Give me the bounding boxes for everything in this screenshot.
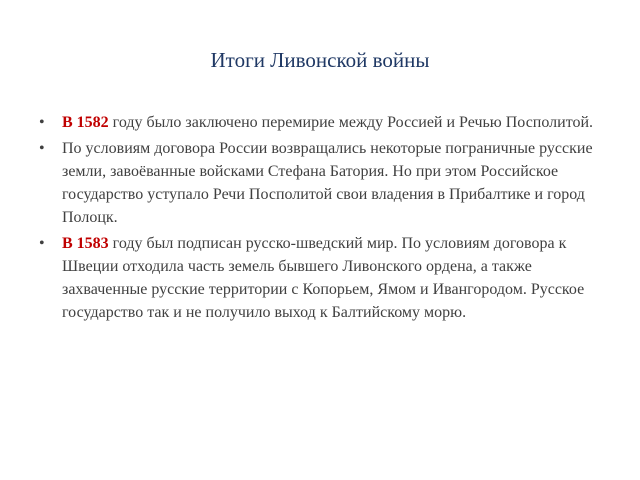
list-item: [38, 137, 600, 229]
list-item: [38, 111, 600, 134]
bullet-icon: •: [39, 140, 45, 157]
slide-title: Итоги Ливонской войны: [210, 48, 430, 72]
bullet-text: По условиям договора России возвращались некоторые пограничные русские земли, завоёванные войсками Стефана Батория. Но при этом Российское государство уступало Речи Посполитой свои владения в Прибалтике и город Полоцк.: [62, 140, 593, 226]
year-highlight: В 1583: [62, 235, 109, 252]
bullet-icon: •: [39, 235, 45, 252]
bullet-icon: •: [39, 114, 45, 131]
year-highlight: В 1582: [62, 114, 109, 131]
bullet-list: [38, 111, 600, 327]
bullet-text: году было заключено перемирие между Россией и Речью Посполитой.: [108, 114, 594, 131]
bullet-text: году был подписан русско-шведский мир. По условиям договора к Швеции отходила часть земель бывшего Ливонского ордена, а также захваченные русские территории с Копорьем, Ямом и Ивангородом. Русское государство так и не получило выход к Балтийскому морю.: [62, 235, 585, 321]
list-item: [38, 232, 600, 324]
